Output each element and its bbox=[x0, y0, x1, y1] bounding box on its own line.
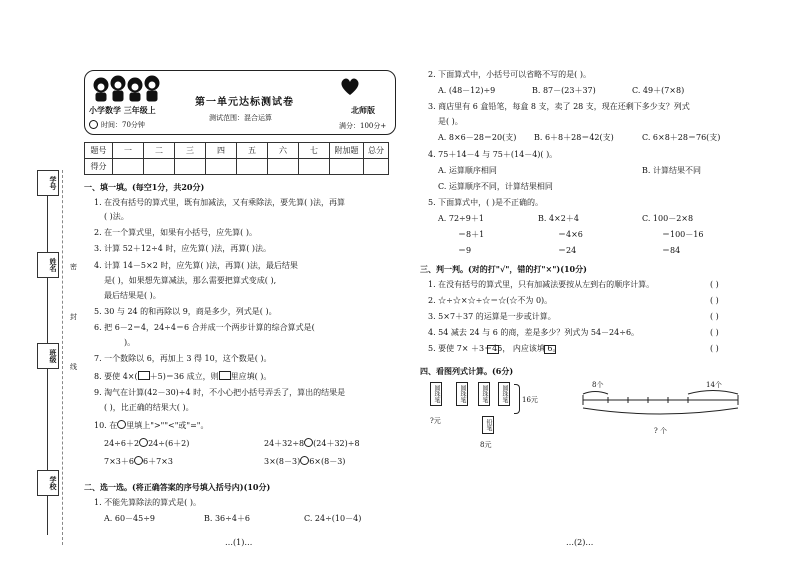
q2-text: 2. 在一个算式里，如果有小括号，应先算( )。 bbox=[94, 228, 257, 237]
q14-option-c: C. 运算顺序不同，计算结果相同 bbox=[438, 182, 553, 191]
segment-diagram bbox=[578, 388, 748, 424]
compare-right: 6＋7×3 bbox=[142, 457, 173, 466]
answer-box[interactable] bbox=[138, 371, 150, 380]
q5-text: 5. 30 与 24 的和再除以 9，商是多少，列式是( )。 bbox=[94, 307, 277, 316]
segment-right-label: 14个 bbox=[706, 381, 722, 389]
score-cell[interactable] bbox=[364, 159, 389, 175]
pen-box-1: 圆珠笔 bbox=[430, 382, 442, 406]
q10-suffix: 里填上">""<"或"="。 bbox=[126, 421, 209, 430]
left-column bbox=[84, 182, 402, 527]
q12-option-a: A. (48－12)÷9 bbox=[438, 86, 496, 95]
score-cell[interactable] bbox=[206, 159, 237, 175]
compare-left: 24＋32÷8 bbox=[264, 439, 305, 448]
page-number-1: …(1)… bbox=[225, 538, 253, 547]
score-table-header-cell: 总分 bbox=[364, 143, 389, 159]
total-brace bbox=[514, 384, 520, 414]
q15-c-step-3: ＝84 bbox=[662, 246, 681, 255]
score-table-header-cell: 五 bbox=[237, 143, 268, 159]
compare-circle bbox=[117, 420, 126, 429]
pen-box-2: 圆珠笔 bbox=[456, 382, 468, 406]
compare-3 bbox=[104, 456, 173, 467]
q13-option-a: A. 8×6－28＝20(支) bbox=[438, 133, 517, 142]
total-price-label: 16元 bbox=[522, 396, 538, 404]
q12-option-b: B. 87－(23＋37) bbox=[532, 86, 596, 95]
q15-text: 5. 下面算式中，( )是不正确的。 bbox=[428, 198, 543, 207]
judge-5: 5. 要使 7× ＋3＝45， 内应该填 6。 bbox=[428, 344, 561, 353]
binding-label-name: 姓名 bbox=[37, 252, 59, 278]
q4-line-2: 是( )，如果想先算减法，那么需要把算式变成( ), bbox=[104, 276, 277, 285]
score-table-header-cell: 三 bbox=[175, 143, 206, 159]
question-price-label: ?元 bbox=[430, 417, 441, 425]
judge-4-paren[interactable]: ( ) bbox=[710, 328, 719, 337]
compare-left: 7×3＋6 bbox=[104, 457, 134, 466]
compare-circle[interactable] bbox=[139, 438, 148, 447]
pen-box-4: 圆珠笔 bbox=[498, 382, 510, 406]
score-row-label: 得分 bbox=[85, 159, 113, 175]
compare-circle[interactable] bbox=[300, 456, 309, 465]
q13-line-2: 是( )。 bbox=[438, 117, 463, 126]
q4-line-3: 最后结果是( )。 bbox=[104, 291, 161, 300]
scope-label: 测试范围：混合运算 bbox=[209, 114, 272, 122]
compare-left: 24÷6＋2 bbox=[104, 439, 140, 448]
q15-a-step-1: A. 72÷9＋1 bbox=[438, 214, 484, 223]
q11-option-a: A. 60－45÷9 bbox=[104, 514, 156, 523]
clock-icon bbox=[89, 120, 98, 129]
pencil-box: 铅笔 bbox=[482, 416, 494, 434]
q15-a-step-3: ＝9 bbox=[458, 246, 472, 255]
right-column bbox=[420, 70, 760, 530]
judge-2: 2. ☆÷☆×☆÷☆＝☆(☆不为 0)。 bbox=[428, 296, 553, 305]
compare-left: 3×(8－3) bbox=[264, 457, 301, 466]
judge-5-paren[interactable]: ( ) bbox=[710, 344, 719, 353]
score-table-header-cell: 七 bbox=[299, 143, 330, 159]
children-illustration bbox=[91, 73, 169, 103]
answer-box[interactable] bbox=[487, 345, 499, 354]
binding-mark-seal: 密 bbox=[70, 263, 77, 271]
compare-2 bbox=[264, 438, 360, 449]
q15-b-step-2: ＝4×6 bbox=[558, 230, 583, 239]
q7-text: 7. 一个数除以 6，再加上 3 得 10，这个数是( )。 bbox=[94, 354, 272, 363]
judge-1-paren[interactable]: ( ) bbox=[710, 280, 719, 289]
compare-right: (24＋32)÷8 bbox=[313, 439, 360, 448]
pencil-price-label: 8元 bbox=[480, 441, 492, 449]
q1-line-1: 1. 在没有括号的算式里，既有加减法，又有乘除法，要先算( )法，再算 bbox=[94, 198, 345, 207]
binding-label-class: 班级 bbox=[37, 343, 59, 369]
q11-option-c: C. 24÷(10－4) bbox=[304, 514, 362, 523]
judge-3: 3. 5×7＋37 的运算是一步或计算。 bbox=[428, 312, 556, 321]
score-table-header-cell: 一 bbox=[113, 143, 144, 159]
answer-box[interactable] bbox=[544, 345, 556, 354]
q8-text bbox=[94, 371, 271, 382]
q8-suffix: 里应填( )。 bbox=[230, 372, 272, 381]
page-number-2: …(2)… bbox=[566, 538, 594, 547]
score-cell[interactable] bbox=[113, 159, 144, 175]
time-label: 时间：70分钟 bbox=[101, 121, 145, 129]
binding-mark-line: 线 bbox=[70, 363, 77, 371]
compare-4 bbox=[264, 456, 345, 467]
binding-label-school: 学校 bbox=[37, 470, 59, 496]
q8-prefix: 8. 要使 4×( bbox=[94, 372, 138, 381]
section-2-title: 二、选一选。(将正确答案的序号填入括号内)(10分) bbox=[84, 482, 271, 492]
subject-label: 小学数学 三年级上 bbox=[89, 105, 156, 115]
q6-line-2: )。 bbox=[124, 338, 136, 347]
q14-option-a: A. 运算顺序相同 bbox=[438, 166, 497, 175]
score-table-header-cell: 题号 bbox=[85, 143, 113, 159]
score-cell[interactable] bbox=[268, 159, 299, 175]
section-4-title: 四、看图列式计算。(6分) bbox=[420, 366, 514, 376]
score-table-header-cell: 四 bbox=[206, 143, 237, 159]
q11-text: 1. 不能先算除法的算式是( )。 bbox=[94, 498, 201, 507]
q9-line-2: ( )，比正确的结果大( )。 bbox=[104, 403, 194, 412]
score-table bbox=[84, 142, 389, 175]
binding-label-student-id: 学号 bbox=[37, 170, 59, 196]
q12-text: 2. 下面算式中，小括号可以省略不写的是( )。 bbox=[428, 70, 591, 79]
q15-c-step-2: ＝100－16 bbox=[662, 230, 704, 239]
q15-b-step-1: B. 4×2＋4 bbox=[538, 214, 579, 223]
q13-option-c: C. 6×8＋28＝76(支) bbox=[642, 133, 721, 142]
q11-option-b: B. 36÷4＋6 bbox=[204, 514, 251, 523]
q4-line-1: 4. 计算 14－5×2 时，应先算( )法，再算( )法，最后结果 bbox=[94, 261, 298, 270]
judge-3-paren[interactable]: ( ) bbox=[710, 312, 719, 321]
compare-1 bbox=[104, 438, 189, 449]
q6-line-1: 6. 把 6－2＝4，24÷4＝6 合并成一个两步计算的综合算式是( bbox=[94, 323, 315, 332]
q1-line-2: ( )法。 bbox=[104, 212, 129, 221]
q15-c-step-1: C. 100－2×8 bbox=[642, 214, 694, 223]
q10-text bbox=[94, 420, 208, 431]
score-cell[interactable] bbox=[330, 159, 364, 175]
pen-box-3: 圆珠笔 bbox=[478, 382, 490, 406]
answer-box[interactable] bbox=[219, 371, 231, 380]
score-table-header-cell: 二 bbox=[144, 143, 175, 159]
judge-2-paren[interactable]: ( ) bbox=[710, 296, 719, 305]
header-box bbox=[84, 70, 396, 135]
q14-option-b: B. 计算结果不同 bbox=[642, 166, 701, 175]
score-cell[interactable] bbox=[175, 159, 206, 175]
q9-line-1: 9. 淘气在计算(42－30)÷4 时，不小心把小括号弄丢了，算出的结果是 bbox=[94, 388, 346, 397]
compare-right: 6×(8－3) bbox=[309, 457, 346, 466]
q10-prefix: 10. 在 bbox=[94, 421, 118, 430]
score-table-header-row bbox=[85, 143, 389, 159]
q14-text: 4. 75＋14－4 与 75＋(14－4)( )。 bbox=[428, 150, 558, 159]
score-cell[interactable] bbox=[237, 159, 268, 175]
q12-option-c: C. 49＋(7×8) bbox=[632, 86, 685, 95]
score-cell[interactable] bbox=[144, 159, 175, 175]
exam-title: 第一单元达标测试卷 bbox=[195, 97, 294, 108]
score-label: 满分：100分+ bbox=[339, 122, 387, 130]
q15-b-step-3: ＝24 bbox=[558, 246, 577, 255]
q3-text: 3. 计算 52＋12÷4 时，应先算( )法，再算( )法。 bbox=[94, 244, 271, 253]
judge-4: 4. 54 减去 24 与 6 的商，差是多少？列式为 54－24÷6。 bbox=[428, 328, 640, 337]
score-table-header-cell: 六 bbox=[268, 143, 299, 159]
section-1-title: 一、填一填。(每空1分，共20分) bbox=[84, 182, 205, 192]
compare-circle[interactable] bbox=[304, 438, 313, 447]
heart-icon bbox=[339, 77, 361, 97]
score-table-score-row bbox=[85, 159, 389, 175]
q13-line-1: 3. 商店里有 6 盒铅笔，每盒 8 支，卖了 28 支，现在还剩下多少支？列式 bbox=[428, 102, 690, 111]
edition-label: 北师版 bbox=[351, 105, 375, 115]
score-cell[interactable] bbox=[299, 159, 330, 175]
q8-middle: ＋5)＝36 成立，则 bbox=[149, 372, 219, 381]
q13-option-b: B. 6＋8＋28＝42(支) bbox=[534, 133, 614, 142]
compare-circle[interactable] bbox=[134, 456, 143, 465]
judge-1: 1. 在没有括号的算式里，只有加减法要按从左到右的顺序计算。 bbox=[428, 280, 655, 289]
section-3-title: 三、判一判。(对的打"√"，错的打"×")(10分) bbox=[420, 264, 587, 274]
q15-a-step-2: ＝8＋1 bbox=[458, 230, 485, 239]
score-table-header-cell: 附加题 bbox=[330, 143, 364, 159]
segment-left-label: 8个 bbox=[592, 381, 604, 389]
segment-question-label: ? 个 bbox=[654, 427, 667, 435]
binding-mark-close: 封 bbox=[70, 313, 77, 321]
compare-right: 24÷(6＋2) bbox=[148, 439, 190, 448]
